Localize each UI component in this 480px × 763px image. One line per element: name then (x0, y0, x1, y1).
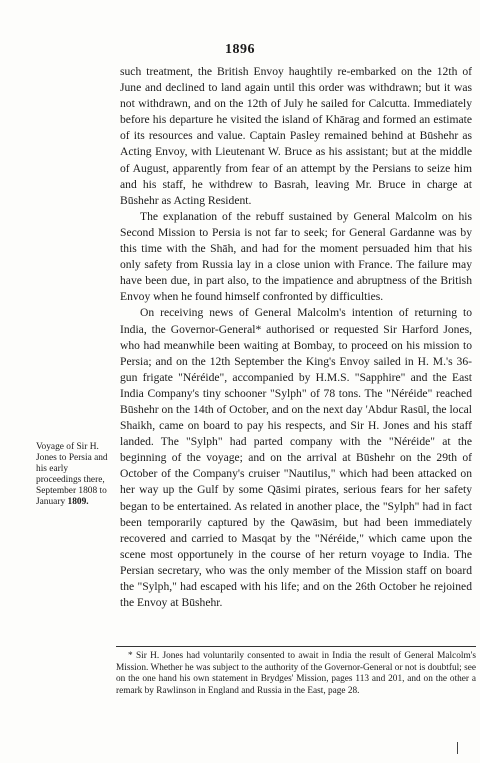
paragraph: On receiving news of General Malcolm's intention of returning to India, the Governor-General* authorised or requested Sir Harford Jones, who had meanwhile been waiting at Bombay, to proceed on his mission to Persia; and on the 12th September the King's Envoy sailed in H. M.'s 36-gun frigate "Néréide", accompanied by H.M.S. "Sapphire" and the East India Company's tiny schooner "Sylph" of 78 tons. The "Néréide" reached Būshehr on the 14th of October, and on the next day 'Abdur Rasūl, the local Shaikh, came on board to pay his respects, and Sir H. Jones and his staff landed. The "Sylph" had parted company with the "Néréide" at the beginning of the voyage; and on the arrival at Būshehr on the 29th of October of the Company's cruiser "Nautilus," which had been attacked on her way up the Gulf by some Qāsimi pirates, serious fears for her safety began to be entertained. As related in another place, the "Sylph" had in fact been temporarily captured by the Qawāsim, but had been immediately recovered and carried to Masqat by the "Néréide," which came upon the scene most opportunely in the course of her return voyage to India. The Persian secretary, who was the only member of the Mission staff on board the "Sylph," had escaped with his life; and on the 26th October he rejoined the Envoy at Būshehr. (120, 306, 472, 610)
page-edge-mark (457, 742, 458, 754)
footnote-text: * Sir H. Jones had voluntarily consented to await in India the result of General Malcolm's Mission. Whether he was subject to the authority of the Governor-General or not is doubtful; see on the one hand his own statement in Brydges' Mission, pages 113 and 201, and on the other a remark by Rawlinson in England and Russia in the East, page 28. (116, 651, 476, 696)
paragraph: such treatment, the British Envoy haughtily re-embarked on the 12th of June and declined to land again until this order was withdrawn; but it was not withdrawn, and on the 12th of July he sailed for Calcutta. Immediately before his departure he visited the island of Khārag and formed an estimate of its resources and value. Captain Pasley remained behind at Būshehr as Acting Envoy, with Lieutenant W. Bruce as his assistant; but at the middle of August, apparently from fear of an attempt by the Persians to seize him and his staff, he withdrew to Basrah, leaving Mr. Bruce in charge at Būshehr as Acting Resident. (120, 65, 472, 207)
margin-note-year: 1809. (67, 497, 89, 507)
paragraph: The explanation of the rebuff sustained by General Malcolm on his Second Mission to Persia is not far to seek; for General Gardanne was by this time with the Shāh, and had for the moment persuaded him that his only safety from Russia lay in a close union with France. The failure may have been due, in part also, to the impatience and abruptness of the British Envoy when he found himself confronted by difficulties. (120, 209, 472, 304)
margin-note (36, 442, 114, 508)
page-number: 1896 (225, 42, 255, 57)
body-text (120, 64, 472, 611)
margin-note-text: Voyage of Sir H. Jones to Persia and his early proceedings there, September 1808 to January (36, 442, 108, 507)
footnote-divider (116, 646, 476, 647)
footnote (116, 651, 476, 697)
